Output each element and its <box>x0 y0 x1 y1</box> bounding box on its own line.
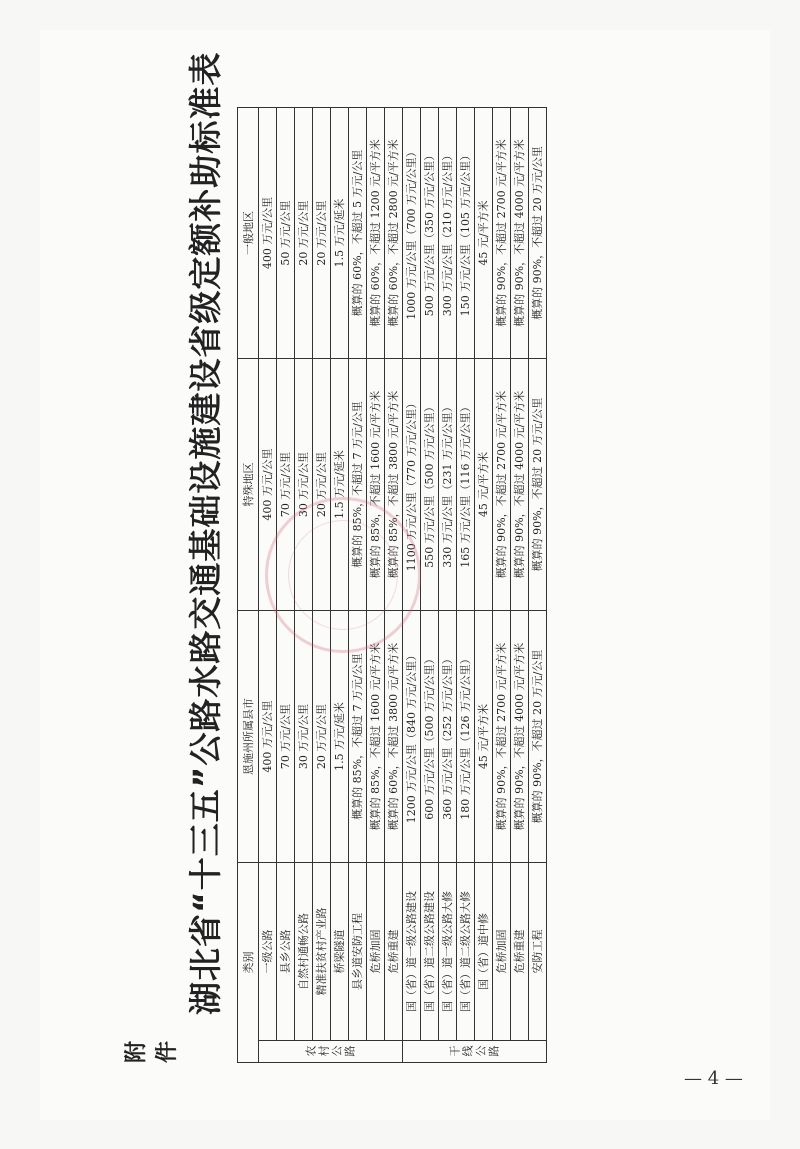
heading-row <box>124 51 233 1063</box>
rotated-content <box>124 51 645 1063</box>
table-row <box>313 108 331 1063</box>
general-value-cell: 概算的 60%，不超过 2800 元/平方米 <box>385 108 403 359</box>
enshi-value-cell: 180 万元/公里（126 万元/公里） <box>457 611 475 863</box>
category-cell: 精准扶贫村产业路 <box>313 863 331 1041</box>
table-row <box>385 108 403 1063</box>
category-cell: 安防工程 <box>529 863 547 1041</box>
header-general: 一般地区 <box>238 108 259 359</box>
general-value-cell: 500 万元/公里（350 万元/公里） <box>421 108 439 359</box>
table-row <box>277 108 295 1063</box>
special-value-cell: 20 万元/公里 <box>313 359 331 611</box>
table-row <box>331 108 349 1063</box>
general-value-cell: 概算的 60%，不超过 5 万元/公里 <box>349 108 367 359</box>
table-body <box>259 108 547 1063</box>
header-category: 类别 <box>238 863 259 1063</box>
category-cell: 危桥加固 <box>493 863 511 1041</box>
general-value-cell: 20 万元/公里 <box>313 108 331 359</box>
special-value-cell: 概算的 85%，不超过 7 万元/公里 <box>349 359 367 611</box>
category-cell: 危桥重建 <box>511 863 529 1041</box>
enshi-value-cell: 概算的 60%，不超过 3800 元/平方米 <box>385 611 403 863</box>
table-row <box>349 108 367 1063</box>
category-cell: 国（省）道中修 <box>475 863 493 1041</box>
enshi-value-cell: 概算的 85%，不超过 7 万元/公里 <box>349 611 367 863</box>
table-row <box>439 108 457 1063</box>
category-cell: 自然村通畅公路 <box>295 863 313 1041</box>
group-label: 干线公路 <box>403 1041 547 1063</box>
category-cell: 危桥重建 <box>385 863 403 1041</box>
document-title: 湖北省“十三五”公路水路交通基础设施建设省级定额补助标准表 <box>186 51 225 1015</box>
enshi-value-cell: 45 元/平方米 <box>475 611 493 863</box>
table-header-row <box>238 108 259 1063</box>
table-row <box>367 108 385 1063</box>
table-row <box>421 108 439 1063</box>
subsidy-table <box>237 107 547 1063</box>
page-number: — 4 — <box>684 1068 743 1089</box>
table-row <box>493 108 511 1063</box>
attachment-label: 附件 <box>124 1040 180 1063</box>
special-value-cell: 550 万元/公里（500 万元/公里） <box>421 359 439 611</box>
enshi-value-cell: 概算的 85%，不超过 1600 元/平方米 <box>367 611 385 863</box>
general-value-cell: 300 万元/公里（210 万元/公里） <box>439 108 457 359</box>
general-value-cell: 概算的 90%，不超过 20 万元/公里 <box>529 108 547 359</box>
general-value-cell: 20 万元/公里 <box>295 108 313 359</box>
general-value-cell: 400 万元/公里 <box>259 108 277 359</box>
category-cell: 国（省）道一级公路建设 <box>403 863 421 1041</box>
header-enshi: 恩施州所属县市 <box>238 611 259 863</box>
table-row <box>403 108 421 1063</box>
table-row <box>511 108 529 1063</box>
table-row <box>457 108 475 1063</box>
general-value-cell: 45 元/平方米 <box>475 108 493 359</box>
enshi-value-cell: 400 万元/公里 <box>259 611 277 863</box>
category-cell: 县乡公路 <box>277 863 295 1041</box>
table-row <box>295 108 313 1063</box>
special-value-cell: 30 万元/公里 <box>295 359 313 611</box>
special-value-cell: 概算的 85%，不超过 1600 元/平方米 <box>367 359 385 611</box>
special-value-cell: 330 万元/公里（231 万元/公里） <box>439 359 457 611</box>
enshi-value-cell: 概算的 90%，不超过 2700 元/平方米 <box>493 611 511 863</box>
category-cell: 桥梁隧道 <box>331 863 349 1041</box>
category-cell: 一级公路 <box>259 863 277 1041</box>
header-special: 特殊地区 <box>238 359 259 611</box>
table-row <box>259 108 277 1063</box>
enshi-value-cell: 1200 万元/公里（840 万元/公里） <box>403 611 421 863</box>
general-value-cell: 概算的 60%，不超过 1200 元/平方米 <box>367 108 385 359</box>
table-row <box>529 108 547 1063</box>
special-value-cell: 概算的 85%，不超过 3800 元/平方米 <box>385 359 403 611</box>
special-value-cell: 400 万元/公里 <box>259 359 277 611</box>
enshi-value-cell: 概算的 90%，不超过 20 万元/公里 <box>529 611 547 863</box>
general-value-cell: 概算的 90%，不超过 4000 元/平方米 <box>511 108 529 359</box>
special-value-cell: 1.5 万元/延米 <box>331 359 349 611</box>
category-cell: 国（省）道二级公路建设 <box>421 863 439 1041</box>
category-cell: 县乡道安防工程 <box>349 863 367 1041</box>
special-value-cell: 1100 万元/公里（770 万元/公里） <box>403 359 421 611</box>
enshi-value-cell: 360 万元/公里（252 万元/公里） <box>439 611 457 863</box>
enshi-value-cell: 20 万元/公里 <box>313 611 331 863</box>
table-row <box>475 108 493 1063</box>
enshi-value-cell: 1.5 万元/延米 <box>331 611 349 863</box>
enshi-value-cell: 70 万元/公里 <box>277 611 295 863</box>
special-value-cell: 45 元/平方米 <box>475 359 493 611</box>
category-cell: 危桥加固 <box>367 863 385 1041</box>
special-value-cell: 概算的 90%，不超过 20 万元/公里 <box>529 359 547 611</box>
category-cell: 国（省）道二级公路大修 <box>457 863 475 1041</box>
general-value-cell: 1000 万元/公里（700 万元/公里） <box>403 108 421 359</box>
enshi-value-cell: 概算的 90%，不超过 4000 元/平方米 <box>511 611 529 863</box>
special-value-cell: 概算的 90%，不超过 4000 元/平方米 <box>511 359 529 611</box>
general-value-cell: 150 万元/公里（105 万元/公里） <box>457 108 475 359</box>
special-value-cell: 概算的 90%，不超过 2700 元/平方米 <box>493 359 511 611</box>
general-value-cell: 概算的 90%，不超过 2700 元/平方米 <box>493 108 511 359</box>
enshi-value-cell: 30 万元/公里 <box>295 611 313 863</box>
general-value-cell: 50 万元/公里 <box>277 108 295 359</box>
special-value-cell: 165 万元/公里（116 万元/公里） <box>457 359 475 611</box>
category-cell: 国（省）道一级公路大修 <box>439 863 457 1041</box>
general-value-cell: 1.5 万元/延米 <box>331 108 349 359</box>
enshi-value-cell: 600 万元/公里（500 万元/公里） <box>421 611 439 863</box>
group-label: 农村公路 <box>259 1041 403 1063</box>
special-value-cell: 70 万元/公里 <box>277 359 295 611</box>
